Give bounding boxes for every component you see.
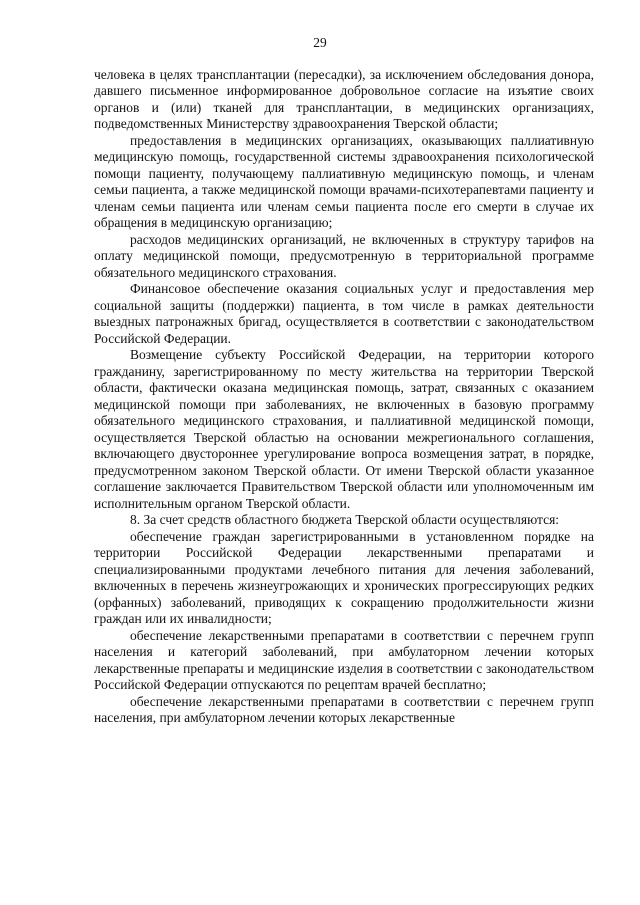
document-body bbox=[94, 67, 594, 727]
paragraph-interregional-reimbursement: Возмещение субъекту Российской Федерации, на территории которого гражданину, зарегистрированному по месту жительства на территории Тверской области, фактически оказана медицинская помощь, затрат, связанных с оказанием медицинской помощи при заболеваниях, не включенных в базовую программу обязательного медицинского страхования, и паллиативной медицинской помощи, осуществляется Тверской областью на основании межрегионального соглашения, включающего двустороннее урегулирование вопроса возмещения затрат, в порядке, предусмотренном законом Тверской области. От имени Тверской области указанное соглашение заключается Правительством Тверской области или уполномоченным им исполнительным органом Тверской области. bbox=[94, 347, 594, 511]
paragraph-social-services-funding: Финансовое обеспечение оказания социальных услуг и предоставления мер социальной защиты (поддержки) пациента, в том числе в рамках деятельности выездных патронажных бригад, осуществляется в соответствии с законодательством Российской Федерации. bbox=[94, 281, 594, 346]
paragraph-free-prescription-drugs: обеспечение лекарственными препаратами в соответствии с перечнем групп населения и категорий заболеваний, при амбулаторном лечении которых лекарственные препараты и медицинские изделия в соответствии с законодательством Российской Федерации отпускаются по рецептам врачей бесплатно; bbox=[94, 627, 594, 692]
page-number: 29 bbox=[313, 35, 327, 50]
paragraph-discounted-drugs: обеспечение лекарственными препаратами в соответствии с перечнем групп населения, при амбулаторном лечении которых лекарственные bbox=[94, 693, 594, 725]
paragraph-psychological-help: предоставления в медицинских организациях, оказывающих паллиативную медицинскую помощь, государственной системы здравоохранения психологической помощи пациенту, получающему паллиативную медицинскую помощь, и членам семьи пациента, а также медицинской помощи врачами-психотерапевтами пациенту и членам семьи пациента или членам семьи пациента после его смерти в случае их обращения в медицинскую организацию; bbox=[94, 132, 594, 230]
paragraph-transplantation-continuation: человека в целях трансплантации (пересадки), за исключением обследования донора, давшего письменное информированное добровольное согласие на изъятие своих органов и (или) тканей для трансплантации, в медицинских организациях, подведомственных Министерству здравоохранения Тверской области; bbox=[94, 66, 594, 131]
paragraph-organization-expenses: расходов медицинских организаций, не включенных в структуру тарифов на оплату медицинской помощи, предусмотренную в территориальной программе обязательного медицинского страхования. bbox=[94, 231, 594, 280]
paragraph-section-8-heading: 8. За счет средств областного бюджета Тверской области осуществляются: bbox=[130, 512, 560, 527]
paragraph-orphan-diseases-supply: обеспечение граждан зарегистрированными в установленном порядке на территории Российской Федерации лекарственными препаратами и специализированными продуктами лечебного питания для лечения заболеваний, включенных в перечень жизнеугрожающих и хронических прогрессирующих редких (орфанных) заболеваний, приводящих к сокращению продолжительности жизни граждан или их инвалидности; bbox=[94, 528, 594, 626]
